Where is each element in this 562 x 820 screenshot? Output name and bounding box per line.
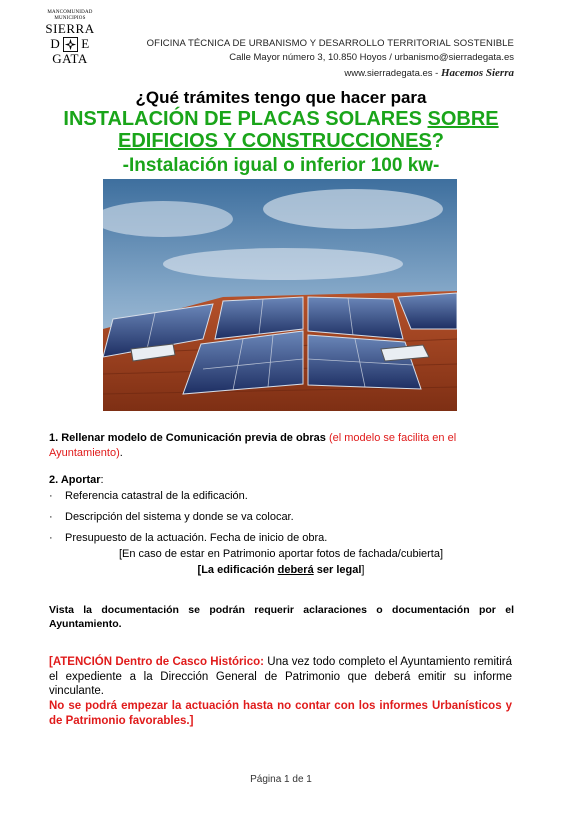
logo-line4: GATA <box>52 51 88 66</box>
legal-note-d: ] <box>361 564 365 576</box>
main-title-part-b: SOBRE <box>427 108 499 130</box>
cross-emblem-icon <box>63 37 78 52</box>
website-link[interactable]: www.sierradegata.es - <box>344 68 441 79</box>
step-1-end: . <box>119 447 123 459</box>
attention-text: Una vez todo completo el Ayuntamiento remitirá el expediente a la Dirección General de Patrimonio que deberá emitir su informe vinculante. <box>49 656 512 697</box>
step-2-colon: : <box>100 474 104 486</box>
main-title <box>0 108 562 152</box>
slogan: Hacemos Sierra <box>440 67 514 79</box>
office-address: Calle Mayor número 3, 10.850 Hoyos / urbanismo@sierradegata.es <box>229 52 514 63</box>
page-number: Página 1 de 1 <box>250 774 312 785</box>
step-2-heading-text: 2. Aportar <box>49 474 101 486</box>
list-item <box>49 510 294 525</box>
subtitle: -Instalación igual o inferior 100 kw- <box>122 155 440 176</box>
warning-paragraph: No se podrá empezar la actuación hasta no contar con los informes Urbanísticos y de Patrimonio favorables.] <box>49 700 512 727</box>
legal-note-b: deberá <box>277 564 314 576</box>
step-1-text: 1. Rellenar modelo de Comunicación previa de obras <box>49 432 329 444</box>
logo-line1: MANCOMUNIDAD <box>47 10 93 15</box>
logo-line3: SIERRA <box>45 21 95 36</box>
bullet: · <box>49 532 53 544</box>
legal-note-c: ser legal <box>313 564 362 576</box>
solar-panels-photo <box>103 179 457 411</box>
heritage-note: [En caso de estar en Patrimonio aportar fotos de fachada/cubierta] <box>118 548 444 560</box>
office-name: OFICINA TÉCNICA DE URBANISMO Y DESARROLLO TERRITORIAL SOSTENIBLE <box>146 38 514 49</box>
main-title-part-a: INSTALACIÓN DE PLACAS SOLARES <box>63 108 428 130</box>
bullet: · <box>49 490 53 502</box>
step-2-heading <box>49 473 104 488</box>
list-item-text: Descripción del sistema y donde se va colocar. <box>65 511 294 523</box>
logo-line2: MUNICIPIOS <box>54 16 86 21</box>
step-1-note: (el modelo se facilita en el Ayuntamiento) <box>49 432 457 459</box>
website-line <box>344 67 514 79</box>
list-item <box>49 489 248 504</box>
legal-note <box>0 563 562 578</box>
logo-right-letter: E <box>81 36 90 51</box>
main-title-part-c: EDIFICIOS Y CONSTRUCCIONES <box>118 130 432 152</box>
logo <box>40 10 100 80</box>
step-1 <box>49 431 519 461</box>
list-item-text: Referencia catastral de la edificación. <box>65 490 248 502</box>
main-title-part-d: ? <box>431 130 444 152</box>
attention-label: [ATENCIÓN Dentro de Casco Histórico: <box>49 656 264 668</box>
legal-note-a: [La edificación <box>197 564 278 576</box>
attention-paragraph <box>49 655 512 699</box>
list-item <box>49 531 327 546</box>
question-title: ¿Qué trámites tengo que hacer para <box>135 88 427 107</box>
bullet: · <box>49 511 53 523</box>
logo-left-letter: D <box>50 36 61 51</box>
list-item-text: Presupuesto de la actuación. Fecha de inicio de obra. <box>65 532 328 544</box>
notice-paragraph: Vista la documentación se podrán requerir aclaraciones o documentación por el Ayuntamiento. <box>49 604 514 630</box>
